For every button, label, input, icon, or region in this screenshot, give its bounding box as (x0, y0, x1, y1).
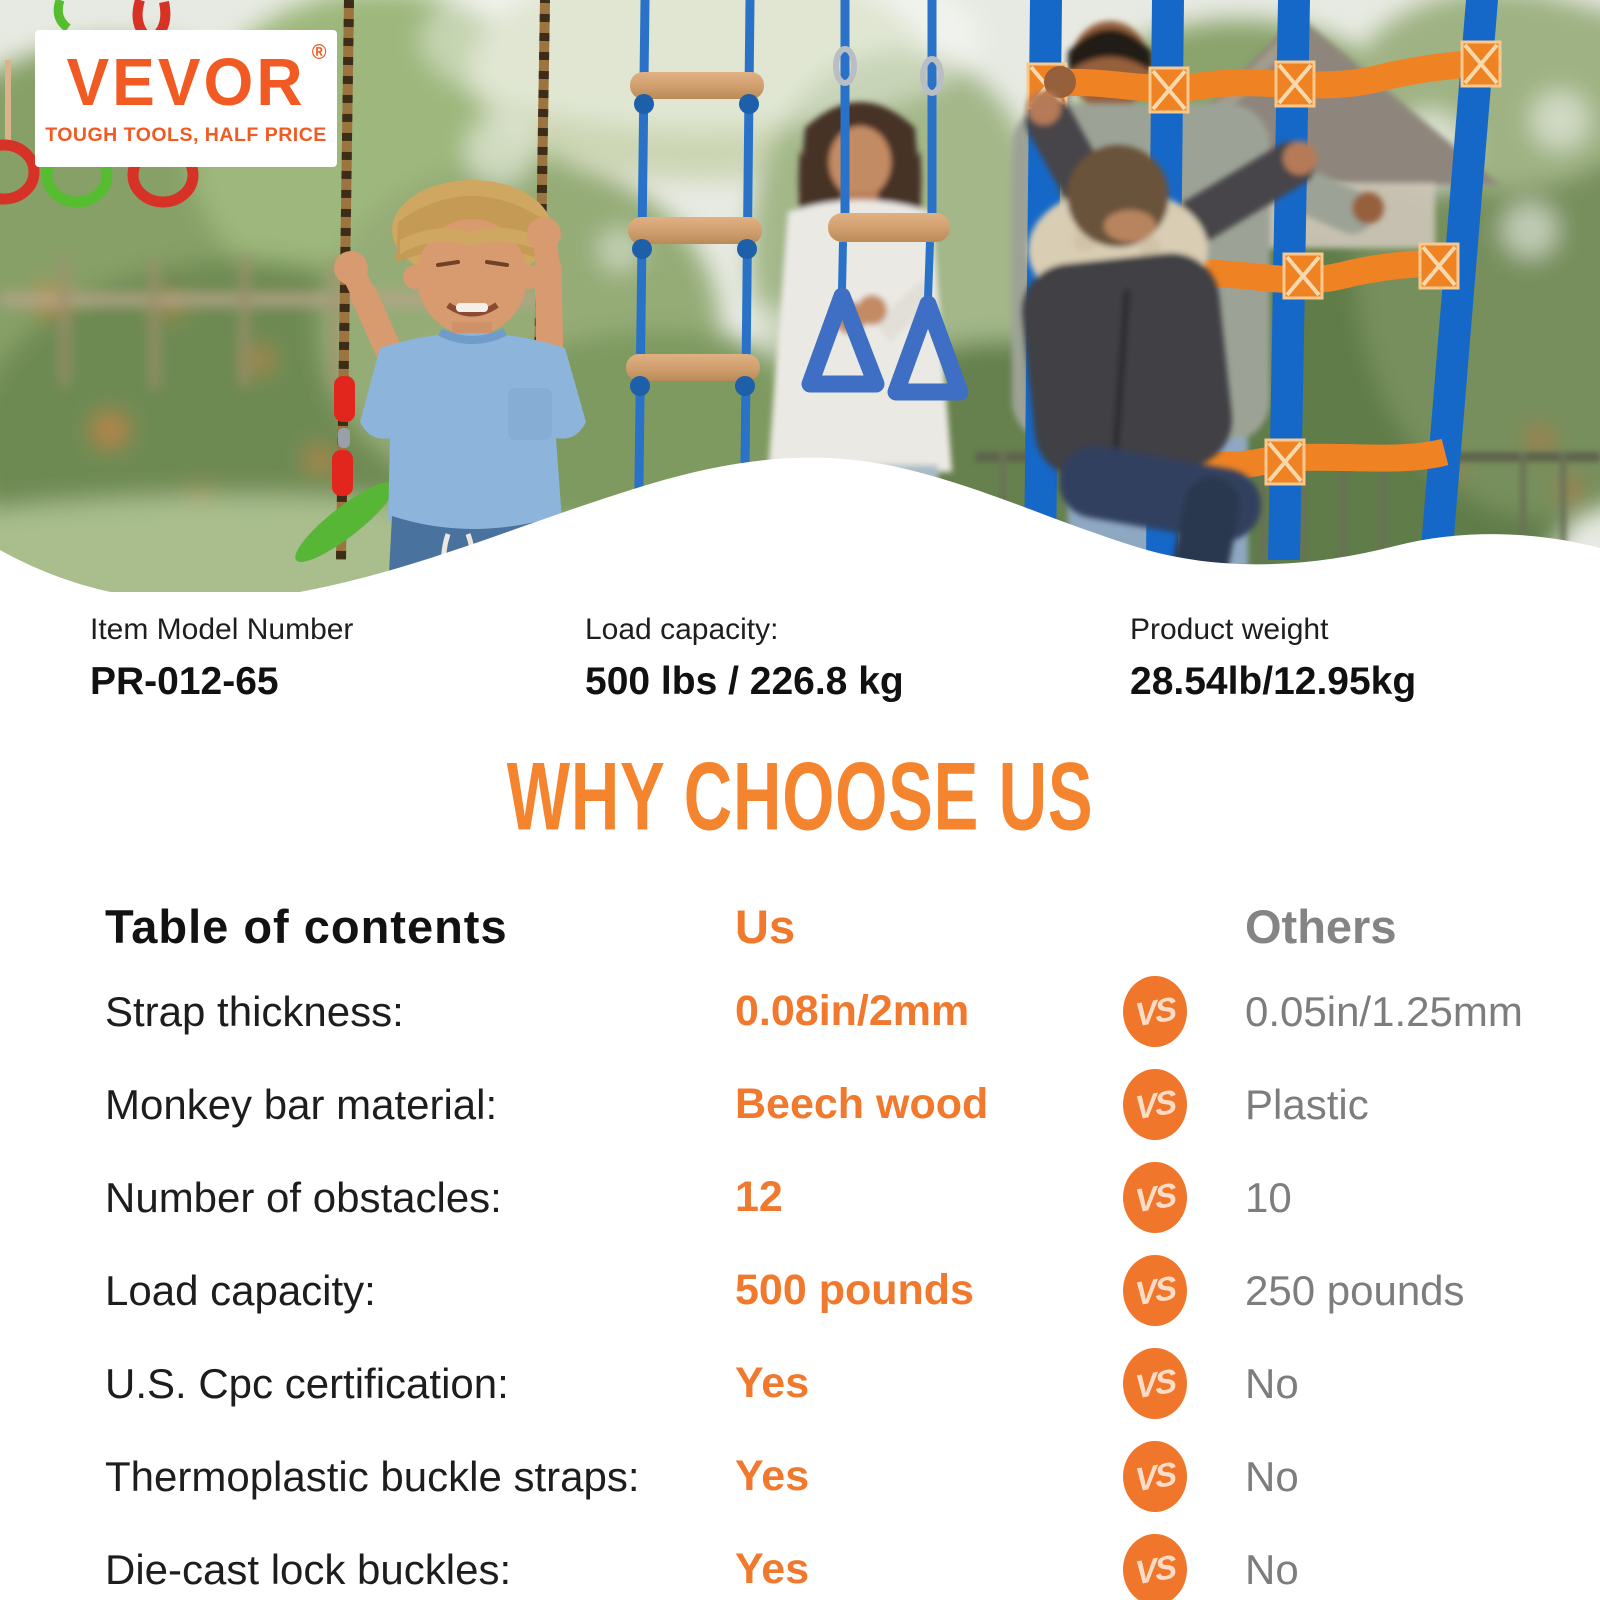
vs-badge-icon: VS (1123, 1069, 1187, 1140)
table-header-others: Others (1245, 899, 1397, 953)
row-us-value: Yes (735, 1359, 810, 1407)
brand-logo-text: VEVOR (66, 44, 306, 120)
row-label: Number of obstacles: (105, 1173, 502, 1221)
row-us-value: Yes (735, 1545, 810, 1593)
row-others-value: Plastic (1245, 1080, 1369, 1128)
row-us-value: 0.08in/2mm (735, 987, 970, 1035)
row-vs-cell (1105, 1523, 1225, 1600)
brand-logo-card (35, 30, 337, 167)
row-us-value: 12 (735, 1173, 783, 1221)
row-others-value: No (1245, 1452, 1299, 1500)
row-us-value: Beech wood (735, 1080, 989, 1128)
row-vs-cell (1105, 965, 1225, 1058)
row-label: Load capacity: (105, 1266, 376, 1314)
row-others-value: No (1245, 1545, 1299, 1593)
spec-value: PR-012-65 (90, 660, 279, 703)
row-label: Thermoplastic buckle straps: (105, 1452, 640, 1500)
comparison-table (105, 872, 1600, 1600)
row-others-value: 10 (1245, 1173, 1292, 1221)
row-label: Monkey bar material: (105, 1080, 498, 1128)
spec-label: Load capacity: (585, 613, 779, 646)
table-header-us: Us (735, 899, 796, 953)
spec-value: 500 lbs / 226.8 kg (585, 660, 904, 703)
spec-weight (1130, 612, 1416, 704)
table-header-contents: Table of contents (105, 899, 508, 953)
hero-photo (0, 0, 1600, 592)
row-label: U.S. Cpc certification: (105, 1359, 509, 1407)
vs-badge-icon: VS (1123, 976, 1187, 1047)
vs-badge-icon: VS (1123, 1441, 1187, 1512)
section-title: WHY CHOOSE US (506, 743, 1094, 851)
row-vs-cell (1105, 1244, 1225, 1337)
spec-model (90, 612, 353, 704)
spec-value: 28.54lb/12.95kg (1130, 660, 1417, 703)
row-us-value: 500 pounds (735, 1266, 974, 1314)
row-vs-cell (1105, 1151, 1225, 1244)
row-others-value: 0.05in/1.25mm (1245, 987, 1523, 1035)
row-others-value: No (1245, 1359, 1299, 1407)
vs-badge-icon: VS (1123, 1534, 1187, 1600)
section-title-wrap (0, 743, 1600, 851)
row-vs-cell (1105, 1058, 1225, 1151)
row-vs-cell (1105, 1430, 1225, 1523)
row-label: Strap thickness: (105, 987, 404, 1035)
spec-label: Item Model Number (90, 613, 354, 646)
vs-badge-icon: VS (1123, 1255, 1187, 1326)
spec-load-capacity (585, 612, 904, 704)
brand-logo (66, 41, 330, 120)
brand-tagline: TOUGH TOOLS, HALF PRICE (45, 124, 327, 146)
row-vs-cell (1105, 1337, 1225, 1430)
registered-trademark-icon: ® (311, 41, 330, 65)
row-others-value: 250 pounds (1245, 1266, 1465, 1314)
spec-label: Product weight (1130, 613, 1329, 646)
vs-badge-icon: VS (1123, 1162, 1187, 1233)
table-header-spacer (1105, 872, 1225, 980)
spec-row (0, 612, 1600, 732)
row-label: Die-cast lock buckles: (105, 1545, 512, 1593)
row-us-value: Yes (735, 1452, 810, 1500)
vs-badge-icon: VS (1123, 1348, 1187, 1419)
